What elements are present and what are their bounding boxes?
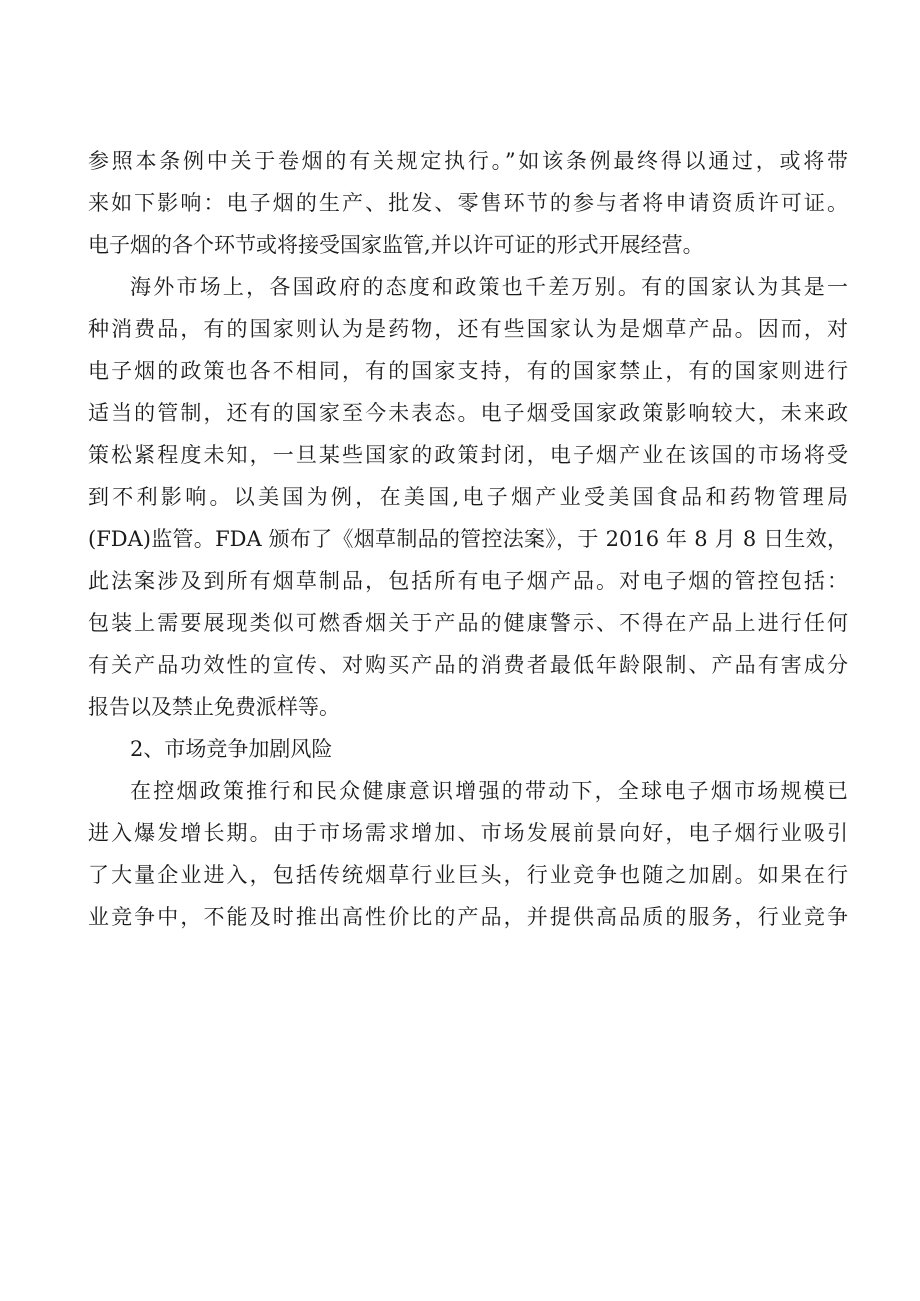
paragraph-line: 在控烟政策推行和民众健康意识增强的带动下，全球电子烟市场规模已 (130, 779, 848, 803)
paragraph-line: 电子烟的各个环节或将接受国家监管,并以许可证的形式开展经营。 (88, 233, 704, 257)
paragraph-line: 有关产品功效性的宣传、对购买产品的消费者最低年龄限制、产品有害成分 (88, 653, 848, 677)
paragraph-line: 适当的管制，还有的国家至今未表态。电子烟受国家政策影响较大，未来政 (88, 401, 848, 425)
paragraph-line: 进入爆发增长期。由于市场需求增加、市场发展前景向好，电子烟行业吸引 (88, 821, 848, 845)
paragraph-line: 报告以及禁止免费派样等。 (88, 695, 340, 719)
paragraph-line: 参照本条例中关于卷烟的有关规定执行。”如该条例最终得以通过，或将带 (88, 149, 848, 173)
paragraph-line: 了大量企业进入，包括传统烟草行业巨头，行业竞争也随之加剧。如果在行 (88, 863, 848, 887)
paragraph-line: 电子烟的政策也各不相同，有的国家支持，有的国家禁止，有的国家则进行 (88, 359, 848, 383)
paragraph-line: 策松紧程度未知，一旦某些国家的政策封闭，电子烟产业在该国的市场将受 (88, 443, 848, 467)
paragraph-line: 到不利影响。以美国为例，在美国,电子烟产业受美国食品和药物管理局 (88, 485, 848, 509)
paragraph-line: 种消费品，有的国家则认为是药物，还有些国家认为是烟草产品。因而，对 (88, 317, 848, 341)
paragraph-line: 海外市场上，各国政府的态度和政策也千差万别。有的国家认为其是一 (130, 275, 848, 299)
paragraph-line: (FDA)监管。FDA 颁布了《烟草制品的管控法案》，于 2016 年 8 月 8 日生效， (88, 527, 848, 551)
paragraph-line: 业竞争中，不能及时推出高性价比的产品，并提供高品质的服务，行业竞争 (88, 905, 848, 929)
body-text (88, 140, 848, 938)
section-heading: 2、市场竞争加剧风险 (130, 737, 333, 761)
paragraph-line: 此法案涉及到所有烟草制品，包括所有电子烟产品。对电子烟的管控包括： (88, 569, 848, 593)
paragraph-line: 来如下影响：电子烟的生产、批发、零售环节的参与者将申请资质许可证。 (88, 191, 848, 215)
paragraph-line: 包装上需要展现类似可燃香烟关于产品的健康警示、不得在产品上进行任何 (88, 611, 848, 635)
